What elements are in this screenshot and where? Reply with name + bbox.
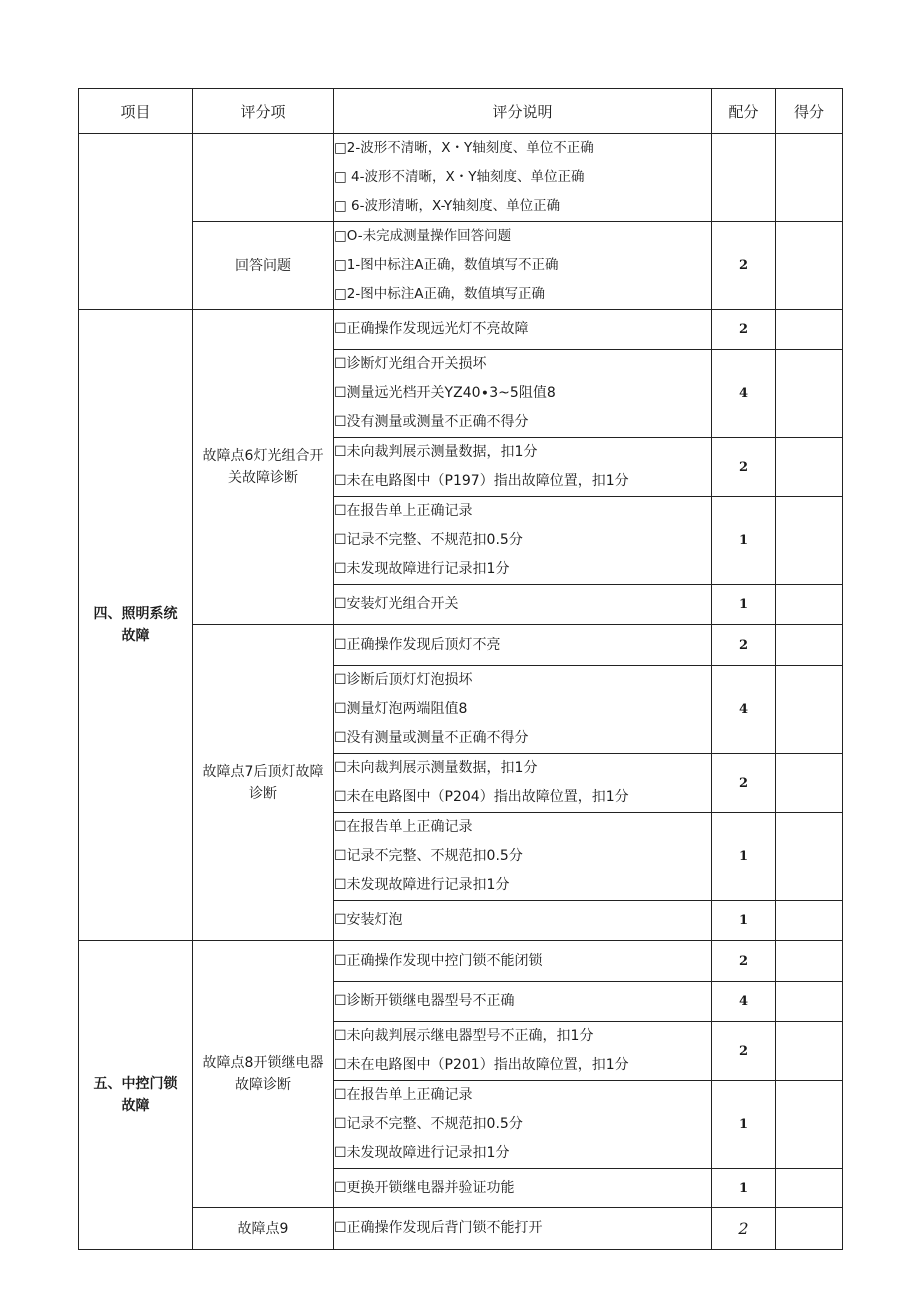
description-cell <box>334 350 712 438</box>
table-row <box>79 625 843 666</box>
description-line: ☐在报告单上正确记录 <box>334 1087 473 1103</box>
points-cell: 1 <box>712 1081 776 1169</box>
score-cell[interactable] <box>776 222 843 310</box>
description-line: ☐没有测量或测量不正确不得分 <box>334 730 529 746</box>
header-description: 评分说明 <box>334 89 712 134</box>
score-cell[interactable] <box>776 625 843 666</box>
section-central-lock: 五、中控门锁故障 <box>79 941 193 1250</box>
description-cell <box>334 497 712 585</box>
score-cell[interactable] <box>776 134 843 222</box>
points-cell: 4 <box>712 982 776 1022</box>
description-cell <box>334 1208 712 1250</box>
description-cell <box>334 1022 712 1081</box>
description-cell <box>334 134 712 222</box>
description-line: ☐测量远光档开关YZ40∙3~5阻值8 <box>334 385 556 401</box>
fault-point-7: 故障点7后顶灯故障诊断 <box>193 625 334 941</box>
section-lighting-system: 四、照明系统故障 <box>79 310 193 941</box>
description-line: ☐正确操作发现远光灯不亮故障 <box>334 321 529 337</box>
points-cell: 1 <box>712 813 776 901</box>
score-cell[interactable] <box>776 1022 843 1081</box>
score-cell[interactable] <box>776 813 843 901</box>
points-cell: 2 <box>712 941 776 982</box>
fault-point-9: 故障点9 <box>193 1208 334 1250</box>
score-cell[interactable] <box>776 941 843 982</box>
score-cell[interactable] <box>776 585 843 625</box>
table-row <box>79 134 843 222</box>
header-item: 项目 <box>79 89 193 134</box>
description-line: ☐诊断开锁继电器型号不正确 <box>334 993 515 1009</box>
header-score: 得分 <box>776 89 843 134</box>
description-cell <box>334 754 712 813</box>
score-cell[interactable] <box>776 901 843 941</box>
description-line: ☐更换开锁继电器并验证功能 <box>334 1179 515 1196</box>
description-line: ☐诊断灯光组合开关损坏 <box>334 356 487 372</box>
description-line: ☐诊断后顶灯灯泡损坏 <box>334 672 473 688</box>
header-points: 配分 <box>712 89 776 134</box>
points-cell: 2 <box>712 222 776 310</box>
description-cell <box>334 982 712 1022</box>
description-line: □1-图中标注A正确，数值填写不正确 <box>334 257 559 273</box>
description-cell <box>334 438 712 497</box>
description-cell <box>334 585 712 625</box>
description-line: □O-未完成测量操作回答问题 <box>334 228 512 244</box>
description-cell <box>334 222 712 310</box>
points-cell: 2 <box>712 1208 776 1250</box>
description-cell <box>334 310 712 350</box>
description-line: ☐在报告单上正确记录 <box>334 503 473 519</box>
description-cell <box>334 901 712 941</box>
scoring-table <box>78 88 843 1250</box>
points-cell: 2 <box>712 625 776 666</box>
description-line: ☐记录不完整、不规范扣0.5分 <box>334 848 523 864</box>
description-line: ☐测量灯泡两端阻值8 <box>334 701 468 717</box>
table-row <box>79 222 843 310</box>
description-line: □2-图中标注A正确，数值填写正确 <box>334 286 545 302</box>
points-cell: 2 <box>712 310 776 350</box>
points-cell: 1 <box>712 497 776 585</box>
description-cell <box>334 941 712 982</box>
points-cell: 4 <box>712 350 776 438</box>
description-line: ☐未向裁判展示继电器型号不正确，扣1分 <box>334 1028 594 1044</box>
fault-point-6: 故障点6灯光组合开关故障诊断 <box>193 310 334 625</box>
points-cell: 2 <box>712 754 776 813</box>
description-cell <box>334 1169 712 1208</box>
description-line: ☐记录不完整、不规范扣0.5分 <box>334 1116 523 1132</box>
description-line: ☐未在电路图中（P197）指出故障位置，扣1分 <box>334 473 629 489</box>
points-cell: 4 <box>712 666 776 754</box>
description-line: ☐安装灯泡 <box>334 912 403 928</box>
description-line: ☐未在电路图中（P201）指出故障位置，扣1分 <box>334 1057 629 1073</box>
description-line: ☐未发现故障进行记录扣1分 <box>334 561 510 577</box>
description-line: ☐未向裁判展示测量数据，扣1分 <box>334 444 538 460</box>
description-line: ☐正确操作发现后顶灯不亮 <box>334 636 501 653</box>
score-cell[interactable] <box>776 350 843 438</box>
points-cell: 2 <box>712 438 776 497</box>
points-cell: 1 <box>712 901 776 941</box>
score-cell[interactable] <box>776 438 843 497</box>
score-cell[interactable] <box>776 497 843 585</box>
section-cell-empty <box>79 134 193 310</box>
score-cell[interactable] <box>776 310 843 350</box>
description-line: ☐未向裁判展示测量数据，扣1分 <box>334 760 538 776</box>
score-cell[interactable] <box>776 1208 843 1250</box>
description-line: ☐未在电路图中（P204）指出故障位置，扣1分 <box>334 789 629 805</box>
points-cell: 1 <box>712 585 776 625</box>
description-line: ☐未发现故障进行记录扣1分 <box>334 1145 510 1161</box>
description-line: □2-波形不清晰，X・Y轴刻度、单位不正确 <box>334 140 594 156</box>
description-cell <box>334 625 712 666</box>
header-scoring-item: 评分项 <box>193 89 334 134</box>
table-row <box>79 1208 843 1250</box>
description-line: ☐没有测量或测量不正确不得分 <box>334 414 529 430</box>
header-row <box>79 89 843 134</box>
description-line: □ 4-波形不清晰，X・Y轴刻度、单位正确 <box>334 169 585 185</box>
score-cell[interactable] <box>776 1081 843 1169</box>
table-row <box>79 941 843 982</box>
score-cell[interactable] <box>776 982 843 1022</box>
scoring-item-cell-empty <box>193 134 334 222</box>
fault-point-8: 故障点8开锁继电器故障诊断 <box>193 941 334 1208</box>
points-cell: 1 <box>712 1169 776 1208</box>
description-cell <box>334 813 712 901</box>
description-line: □ 6-波形清晰，X-Y轴刻度、单位正确 <box>334 198 561 214</box>
description-line: ☐安装灯光组合开关 <box>334 596 459 612</box>
table-row <box>79 310 843 350</box>
description-cell <box>334 1081 712 1169</box>
score-cell[interactable] <box>776 754 843 813</box>
points-cell <box>712 134 776 222</box>
score-cell[interactable] <box>776 1169 843 1208</box>
description-line: ☐在报告单上正确记录 <box>334 819 473 835</box>
description-cell <box>334 666 712 754</box>
description-line: ☐未发现故障进行记录扣1分 <box>334 877 510 893</box>
points-cell: 2 <box>712 1022 776 1081</box>
scoring-item-answer-questions: 回答问题 <box>193 222 334 310</box>
description-line: ☐记录不完整、不规范扣0.5分 <box>334 532 523 548</box>
score-cell[interactable] <box>776 666 843 754</box>
description-line: ☐正确操作发现后背门锁不能打开 <box>334 1220 543 1236</box>
description-line: ☐正确操作发现中控门锁不能闭锁 <box>334 952 543 969</box>
